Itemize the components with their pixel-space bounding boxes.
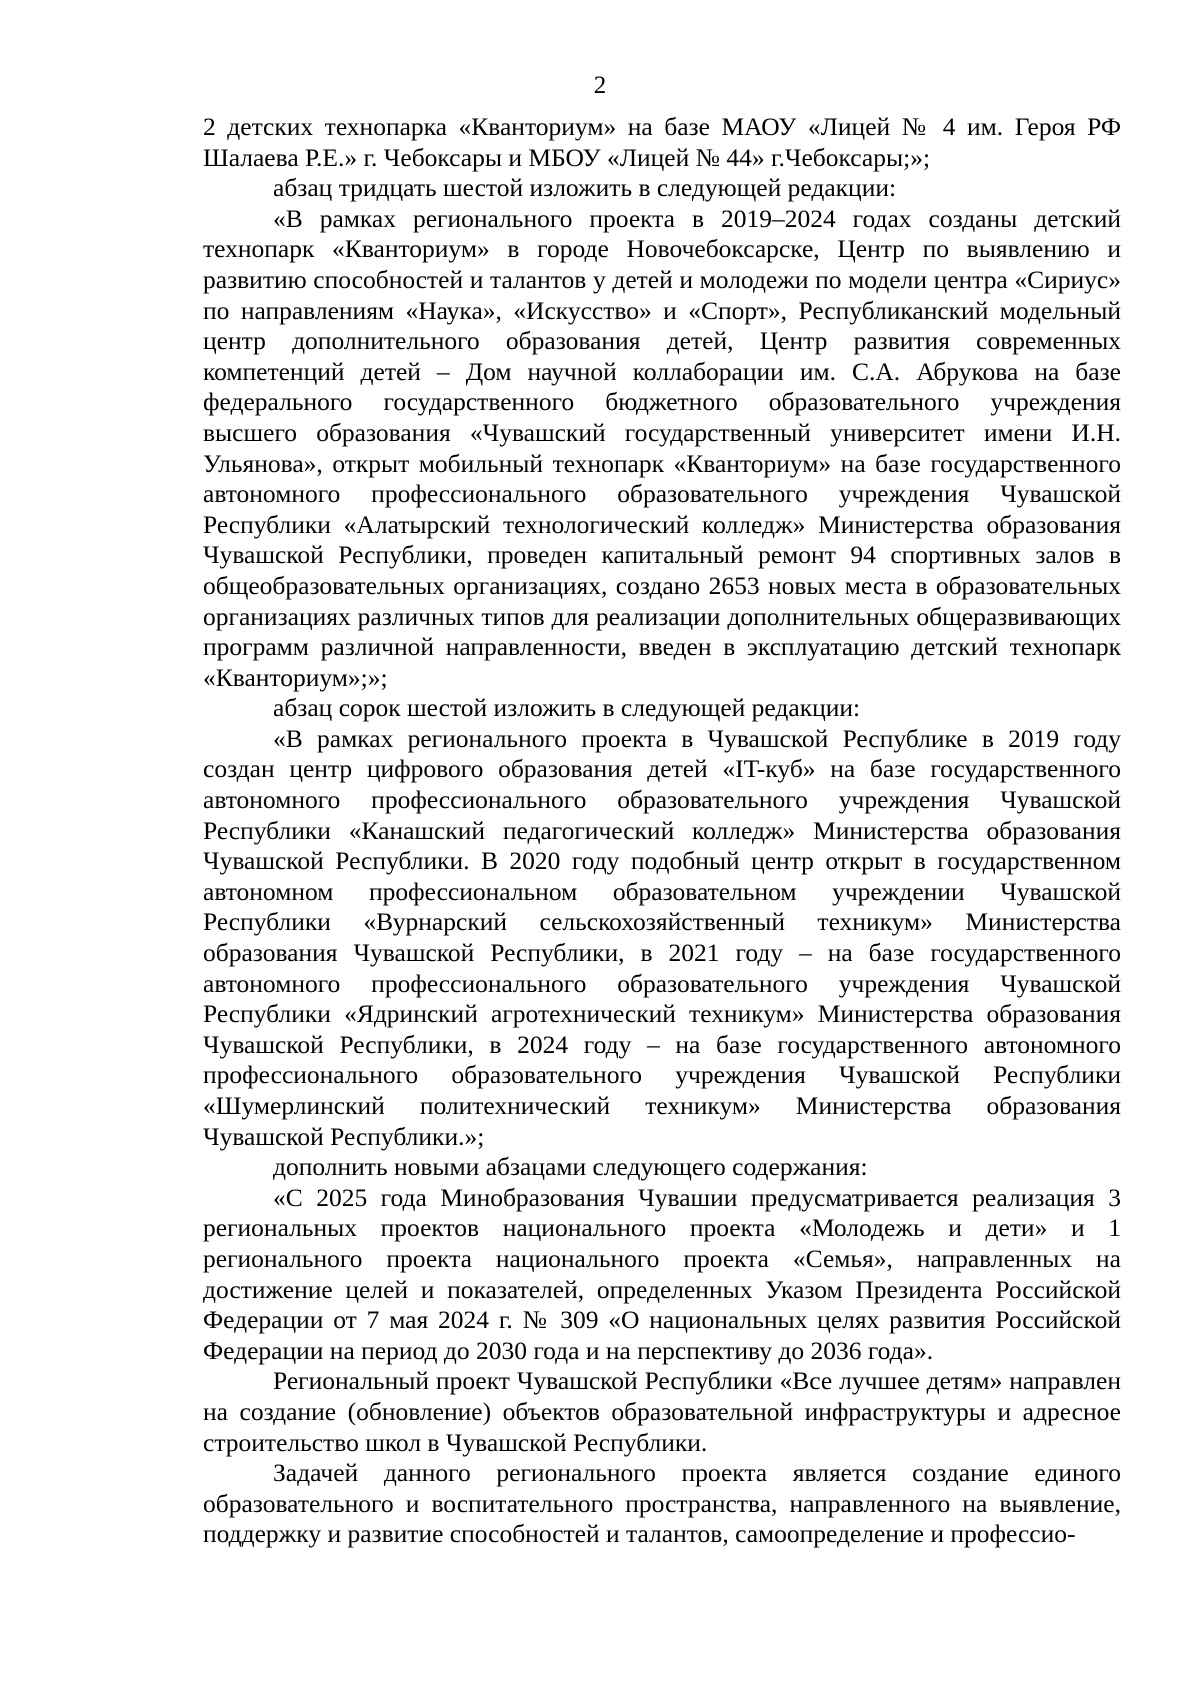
- page-number: 2: [593, 72, 607, 99]
- paragraph-new-2025: «С 2025 года Минобразования Чувашии предусматривается реализация 3 региональных проектов национального проекта «Молодежь и дети» и 1 регионального проекта национального проекта «Семья», направленных на достижение целей и показателей, определенных Указом Президента Российской Федерации от 7 мая 2024 г. № 309 «О национальных целях развития Российской Федерации на период до 2030 года и на перспективу до 2036 года».: [203, 1182, 1121, 1365]
- paragraph-continuation: 2 детских технопарка «Кванториум» на базе МАОУ «Лицей № 4 им. Героя РФ Шалаева Р.Е.» г. Чебоксары и МБОУ «Лицей № 44» г.Чебоксары;»;: [203, 112, 1121, 172]
- paragraph-instruction-36: абзац тридцать шестой изложить в следующей редакции:: [273, 173, 897, 203]
- paragraph-new-project: Региональный проект Чувашской Республики «Все лучшее детям» направлен на создание (обновление) объектов образовательной инфраструктуры и адресное строительство школ в Чувашской Республики.: [203, 1366, 1121, 1457]
- paragraph-instruction-46: абзац сорок шестой изложить в следующей редакции:: [273, 693, 861, 723]
- document-body: [203, 112, 1121, 1550]
- paragraph-quote-46: «В рамках регионального проекта в Чувашской Республике в 2019 году создан центр цифрового образования детей «IT-куб» на базе государственного автономного профессионального образовательного учреждения Чувашской Республики «Канашский педагогический колледж» Министерства образования Чувашской Республики. В 2020 году подобный центр открыт в государственном автономном профессиональном образовательном учреждении Чувашской Республики «Вурнарский сельскохозяйственный техникум» Министерства образования Чувашской Республики, в 2021 году – на базе государственного автономного профессионального образовательного учреждения Чувашской Республики «Ядринский агротехнический техникум» Министерства образования Чувашской Республики, в 2024 году – на базе государственного автономного профессионального образовательного учреждения Чувашской Республики «Шумерлинский политехнический техникум» Министерства образования Чувашской Республики.»;: [203, 723, 1121, 1151]
- paragraph-instruction-add: дополнить новыми абзацами следующего содержания:: [273, 1152, 868, 1182]
- paragraph-new-task: Задачей данного регионального проекта является создание единого образовательного и воспитательного пространства, направленного на выявление, поддержку и развитие способностей и талантов, самоопределение и профессио-: [203, 1458, 1121, 1549]
- paragraph-quote-36: «В рамках регионального проекта в 2019–2024 годах созданы детский технопарк «Кванториум» в городе Новочебоксарске, Центр по выявлению и развитию способностей и талантов у детей и молодежи по модели центра «Сириус» по направлениям «Наука», «Искусство» и «Спорт», Республиканский модельный центр дополнительного образования детей, Центр развития современных компетенций детей – Дом научной коллаборации им. С.А. Абрукова на базе федерального государственного бюджетного образовательного учреждения высшего образования «Чувашский государственный университет имени И.Н. Ульянова», открыт мобильный технопарк «Кванториум» на базе государственного автономного профессионального образовательного учреждения Чувашской Республики «Алатырский технологический колледж» Министерства образования Чувашской Республики, проведен капитальный ремонт 94 спортивных залов в общеобразовательных организациях, создано 2653 новых места в образовательных организациях различных типов для реализации дополнительных общеразвивающих программ различной направленности, введен в эксплуатацию детский технопарк «Кванториум»;»;: [203, 203, 1121, 692]
